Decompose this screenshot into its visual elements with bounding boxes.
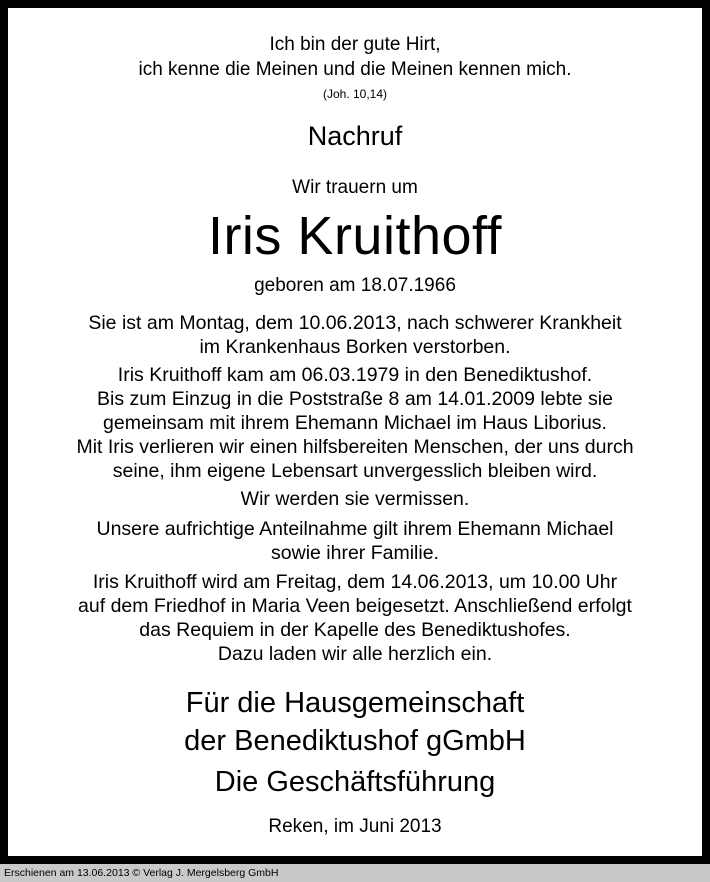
body-line: auf dem Friedhof in Maria Veen beigesetzt. Anschließend erfolgt [78, 595, 632, 617]
publication-footer: Erschienen am 13.06.2013 © Verlag J. Mergelsberg GmbH [0, 864, 710, 882]
body-line: Wir werden sie vermissen. [240, 488, 470, 510]
body-line: sowie ihrer Familie. [271, 542, 439, 564]
body-line: das Requiem in der Kapelle des Benediktushofes. [139, 619, 571, 641]
signature-line-2: der Benediktushof gGmbH [184, 725, 526, 757]
body-line: Iris Kruithoff kam am 06.03.1979 in den Benediktushof. [117, 364, 593, 386]
verse-line-2: ich kenne die Meinen und die Meinen kennen mich. [138, 59, 572, 80]
body-line: Sie ist am Montag, dem 10.06.2013, nach schwerer Krankheit [88, 312, 622, 334]
verse-reference: (Joh. 10,14) [322, 87, 388, 101]
verse-line-1: Ich bin der gute Hirt, [269, 34, 441, 55]
signature-line-1: Für die Hausgemeinschaft [185, 687, 525, 719]
body-line: im Krankenhaus Borken verstorben. [199, 336, 511, 358]
signature-line-3: Die Geschäftsführung [214, 766, 496, 798]
place-date: Reken, im Juni 2013 [268, 816, 442, 837]
body-line: Bis zum Einzug in die Poststraße 8 am 14.01.2009 lebte sie [97, 388, 613, 410]
body-line: Mit Iris verlieren wir einen hilfsbereiten Menschen, der uns durch [76, 436, 634, 458]
heading-title: Nachruf [307, 121, 403, 151]
body-line: Unsere aufrichtige Anteilnahme gilt ihrem Ehemann Michael [96, 518, 614, 540]
body-line: seine, ihm eigene Lebensart unvergesslich bleiben wird. [112, 460, 598, 482]
intro-text: Wir trauern um [292, 177, 418, 198]
body-line: Iris Kruithoff wird am Freitag, dem 14.06.2013, um 10.00 Uhr [92, 571, 618, 593]
body-line: gemeinsam mit ihrem Ehemann Michael im Haus Liborius. [103, 412, 607, 434]
deceased-name: Iris Kruithoff [207, 206, 503, 266]
birth-date: geboren am 18.07.1966 [254, 275, 456, 296]
body-line: Dazu laden wir alle herzlich ein. [217, 643, 493, 665]
